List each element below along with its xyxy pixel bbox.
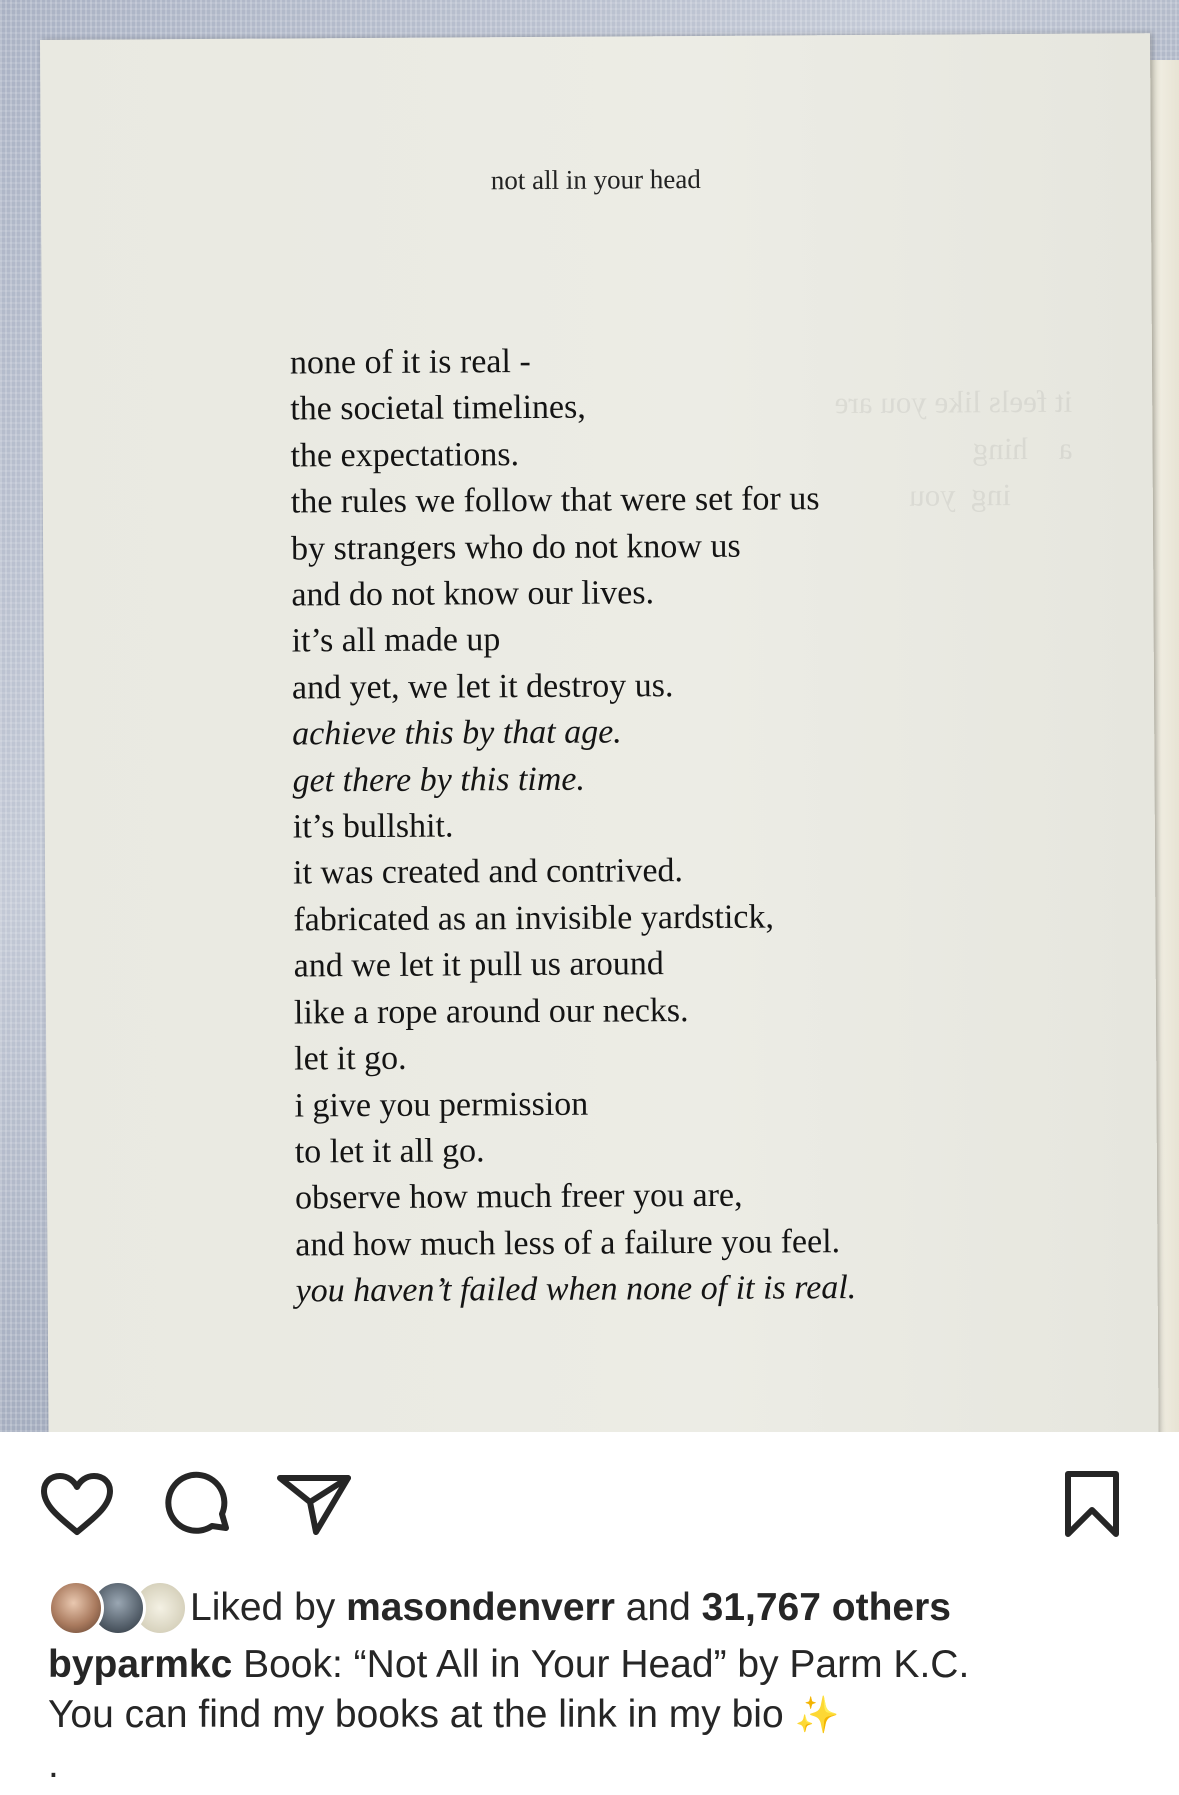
poem-line: it’s bullshit. [292, 807, 454, 846]
poem-line: and we let it pull us around [293, 945, 664, 985]
bleed-through-text: it feels like you are a hing ing you [834, 383, 1076, 932]
liker-username-link[interactable]: masondenverr [346, 1586, 615, 1629]
caption-username-link[interactable]: byparmkc [48, 1643, 233, 1686]
likes-prefix: Liked by [190, 1586, 336, 1629]
poem [290, 337, 857, 1315]
running-head: not all in your head [490, 163, 701, 196]
caption-line-1 [48, 1640, 1158, 1690]
poem-line: get there by this time. [292, 760, 586, 800]
avatar [48, 1580, 104, 1636]
heart-icon[interactable] [40, 1472, 114, 1536]
poem-line: the societal timelines, [290, 389, 586, 428]
caption-bio-text: You can find my books at the link in my bio [48, 1693, 784, 1736]
liker-avatars[interactable] [48, 1580, 188, 1636]
poem-line: like a rope around our necks. [293, 991, 689, 1032]
poem-line: the rules we follow that were set for us [290, 480, 820, 521]
sparkles-emoji: ✨ [794, 1694, 840, 1735]
book-page [40, 33, 1159, 1432]
likes-count-link[interactable]: 31,767 others [701, 1586, 951, 1629]
caption-text: Book: “Not All in Your Head” by Parm K.C. [243, 1643, 970, 1686]
caption-line-2 [48, 1690, 1158, 1740]
poem-line: you haven’t failed when none of it is real. [295, 1269, 857, 1310]
post-caption [48, 1640, 1158, 1790]
poem-line: observe how much freer you are, [294, 1177, 743, 1217]
poem-line: none of it is real - [289, 343, 531, 382]
likes-row [48, 1580, 951, 1636]
poem-line: and yet, we let it destroy us. [291, 666, 674, 707]
poem-line: by strangers who do not know us [290, 527, 741, 568]
poem-line: achieve this by that age. [292, 713, 622, 753]
poem-line: it was created and contrived. [292, 852, 684, 892]
caption-line-3: . [48, 1743, 59, 1786]
poem-line: the expectations. [290, 435, 520, 475]
comment-icon[interactable] [162, 1470, 234, 1542]
likes-connector: and [625, 1586, 691, 1629]
poem-line: it’s all made up [291, 621, 501, 660]
bookmark-icon[interactable] [1062, 1470, 1122, 1538]
action-bar [0, 1432, 1179, 1550]
poem-line: and how much less of a failure you feel. [295, 1222, 841, 1264]
poem-line: and do not know our lives. [291, 574, 655, 614]
poem-line: to let it all go. [294, 1132, 485, 1171]
share-icon[interactable] [276, 1472, 352, 1536]
poem-line: fabricated as an invisible yardstick, [293, 898, 775, 939]
poem-line: i give you permission [294, 1085, 589, 1124]
poem-line: let it go. [294, 1039, 407, 1078]
